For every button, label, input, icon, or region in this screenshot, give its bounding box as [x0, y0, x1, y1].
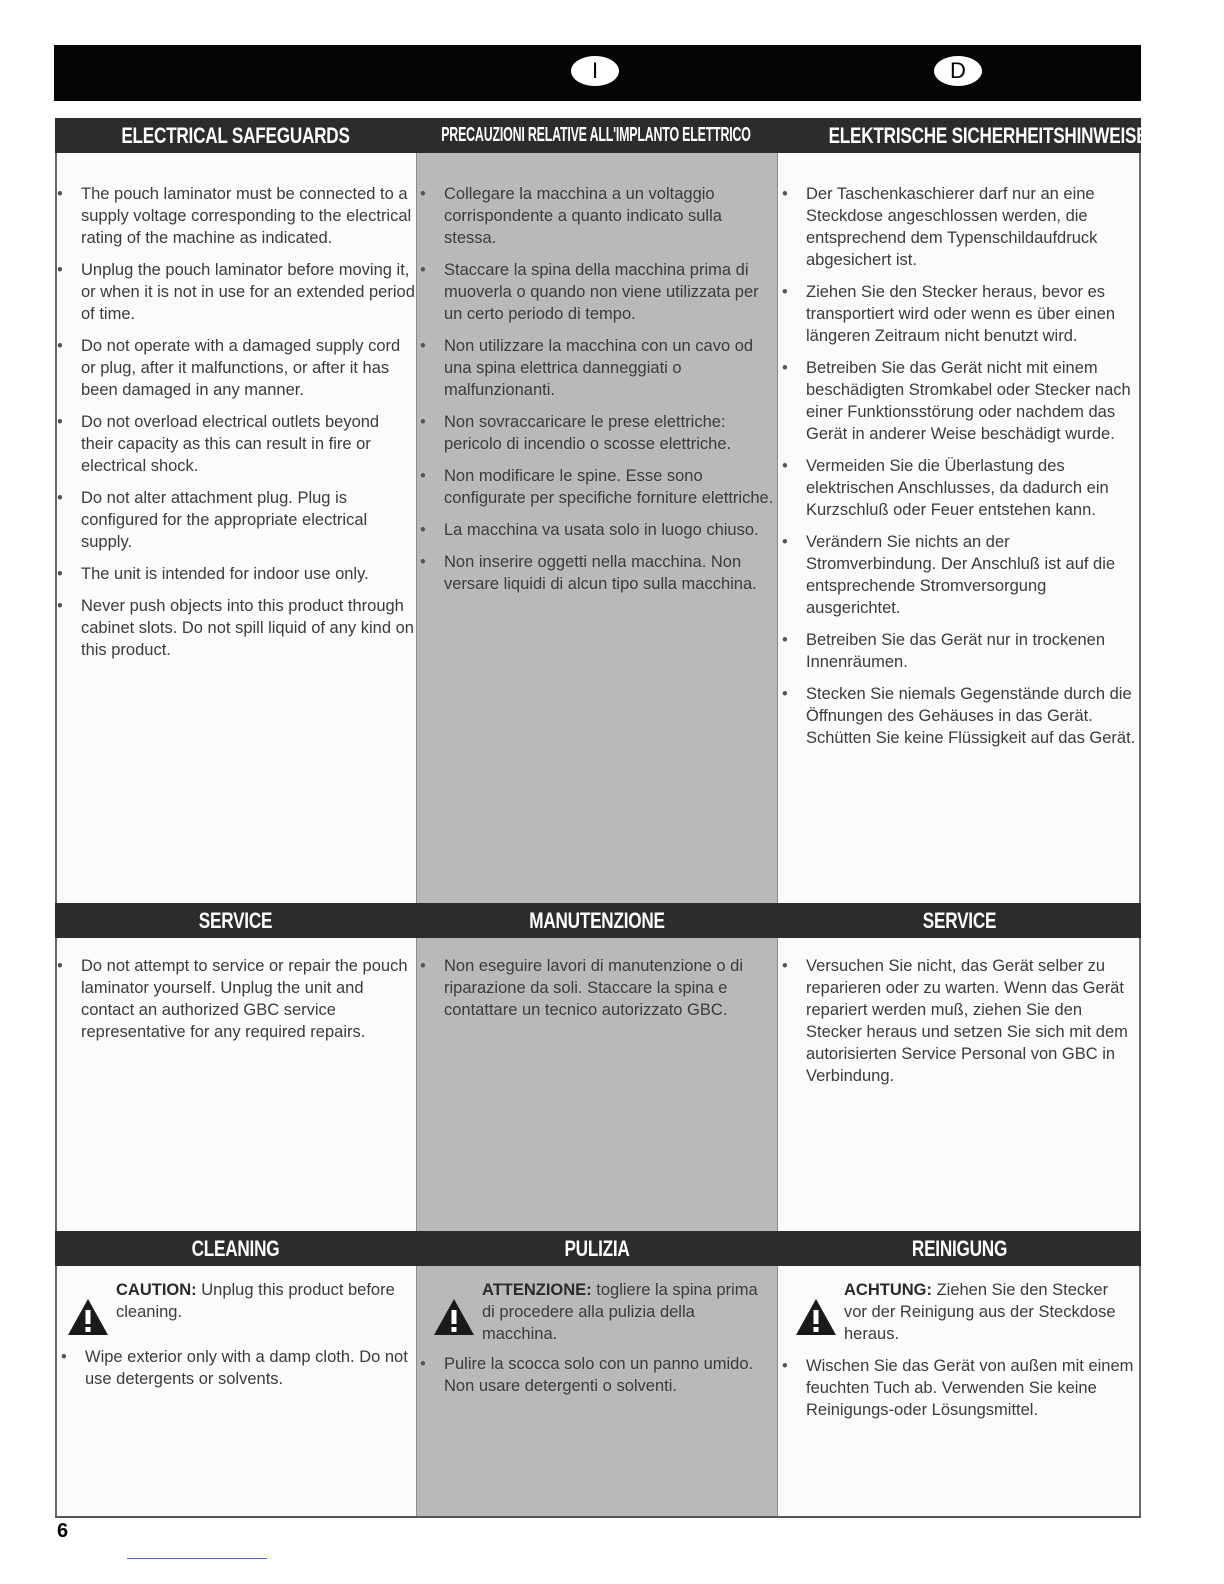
list-item: • Never push objects into this product through cabinet slots. Do not spill liquid of any kind on this product.: [55, 595, 415, 661]
warning-icon: [432, 1297, 476, 1337]
en-cleaning-title: CLEANING: [191, 1235, 280, 1261]
en-electrical-title: ELECTRICAL SAFEGUARDS: [121, 122, 350, 148]
list-item: • Do not attempt to service or repair the pouch laminator yourself. Unplug the unit and contact an authorized GBC service representative for any required repairs.: [55, 955, 413, 1043]
list-item: • Der Taschenkaschierer darf nur an eine Steckdose angeschlossen werden, die entsprechend dem Typenschildaufdruck abgesichert ist.: [780, 183, 1138, 271]
list-item: • Verändern Sie nichts an der Stromverbindung. Der Anschluß ist auf die entsprechende Stromversorgung ausgerichtet.: [780, 531, 1138, 619]
en-caution-label: CAUTION:: [116, 1281, 197, 1299]
list-item: • Non utilizzare la macchina con un cavo od una spina elettrica danneggiati o malfunzionanti.: [418, 335, 774, 401]
it-caution-label: ATTENZIONE:: [482, 1281, 592, 1299]
page-number: 6: [57, 1520, 69, 1542]
list-item: • Versuchen Sie nicht, das Gerät selber zu reparieren oder zu warten. Wenn das Gerät repariert werden muß, ziehen Sie den Stecker heraus und setzen Sie sich mit dem autorisierten Service Personal von GBC in Verbindung.: [780, 955, 1138, 1087]
list-item: • Do not alter attachment plug. Plug is configured for the appropriate electrical supply.: [55, 487, 415, 553]
list-item: • Betreiben Sie das Gerät nur in trockenen Innenräumen.: [780, 629, 1138, 673]
list-item: • Non modificare le spine. Esse sono configurate per specifiche forniture elettriche.: [418, 465, 774, 509]
en-cleaning-list: [59, 1346, 409, 1400]
list-item: • Do not operate with a damaged supply cord or plug, after it malfunctions, or after it has been damaged in any manner.: [55, 335, 415, 401]
language-badge-german: D: [934, 56, 982, 86]
cleaning-header: [55, 1231, 1141, 1266]
list-item: • Do not overload electrical outlets beyond their capacity as this can result in fire or electrical shock.: [55, 411, 415, 477]
list-item: • The unit is intended for indoor use only.: [55, 563, 415, 585]
it-caution-text: togliere la spina prima di procedere alla pulizia della macchina.: [482, 1281, 758, 1343]
en-service-list: [55, 955, 413, 1053]
language-header-bar: [54, 45, 1141, 101]
footer-rule: [127, 1558, 267, 1559]
list-item: • Betreiben Sie das Gerät nicht mit einem beschädigten Stromkabel oder Stecker nach einer Funktionsstörung oder nachdem das Gerät in anderer Weise beschädigt wurde.: [780, 357, 1138, 445]
it-electrical-list: [418, 183, 774, 605]
de-service-title: SERVICE: [922, 907, 997, 933]
de-cleaning-list: [780, 1355, 1138, 1431]
it-caution-note: [432, 1279, 768, 1345]
list-item: • Non sovraccaricare le prese elettriche: pericolo di incendio o scosse elettriche.: [418, 411, 774, 455]
de-electrical-title: ELEKTRISCHE SICHERHEITSHINWEISE: [828, 122, 1148, 148]
list-item: • Stecken Sie niemals Gegenstände durch die Öffnungen des Gehäuses in das Gerät. Schütten Sie keine Flüssigkeit auf das Gerät.: [780, 683, 1138, 749]
en-caution-note: [66, 1279, 406, 1337]
list-item: • Ziehen Sie den Stecker heraus, bevor es transportiert wird oder wenn es über einen längeren Zeitraum nicht benutzt wird.: [780, 281, 1138, 347]
en-service-title: SERVICE: [198, 907, 273, 933]
it-cleaning-title: PULIZIA: [564, 1235, 630, 1261]
en-electrical-list: [55, 183, 415, 671]
de-electrical-list: [780, 183, 1138, 759]
table-bottom-border: [55, 1516, 1141, 1518]
de-caution-text: Ziehen Sie den Stecker vor der Reinigung aus der Steckdose heraus.: [844, 1281, 1116, 1343]
de-cleaning-title: REINIGUNG: [911, 1235, 1008, 1261]
list-item: • Non eseguire lavori di manutenzione o di riparazione da soli. Staccare la spina e contattare un tecnico autorizzato GBC.: [418, 955, 774, 1021]
list-item: • La macchina va usata solo in luogo chiuso.: [418, 519, 774, 541]
it-electrical-title: PRECAUZIONI RELATIVE ALL'IMPLANTO ELETTRICO: [441, 124, 751, 146]
list-item: • Wischen Sie das Gerät von außen mit einem feuchten Tuch ab. Verwenden Sie keine Reinigungs-oder Lösungsmittel.: [780, 1355, 1138, 1421]
list-item: • Unplug the pouch laminator before moving it, or when it is not in use for an extended period of time.: [55, 259, 415, 325]
it-cleaning-list: [418, 1353, 758, 1407]
service-header: [55, 903, 1141, 938]
de-caution-note: [794, 1279, 1130, 1345]
warning-icon: [66, 1297, 110, 1337]
list-item: • Collegare la macchina a un voltaggio corrispondente a quanto indicato sulla stessa.: [418, 183, 774, 249]
list-item: • Staccare la spina della macchina prima di muoverla o quando non viene utilizzata per un certo periodo di tempo.: [418, 259, 774, 325]
language-badge-italian: I: [571, 56, 619, 86]
it-service-title: MANUTENZIONE: [529, 907, 665, 933]
list-item: • Non inserire oggetti nella macchina. Non versare liquidi di alcun tipo sulla macchina.: [418, 551, 774, 595]
en-caution-text: Unplug this product before cleaning.: [116, 1281, 395, 1321]
list-item: • Wipe exterior only with a damp cloth. Do not use detergents or solvents.: [59, 1346, 409, 1390]
it-service-list: [418, 955, 774, 1031]
warning-icon: [794, 1297, 838, 1337]
electrical-safeguards-header: [55, 118, 1148, 153]
list-item: • The pouch laminator must be connected to a supply voltage corresponding to the electrical rating of the machine as indicated.: [55, 183, 415, 249]
list-item: • Vermeiden Sie die Überlastung des elektrischen Anschlusses, da dadurch ein Kurzschluß oder Feuer entstehen kann.: [780, 455, 1138, 521]
list-item: • Pulire la scocca solo con un panno umido. Non usare detergenti o solventi.: [418, 1353, 758, 1397]
de-caution-label: ACHTUNG:: [844, 1281, 932, 1299]
de-service-list: [780, 955, 1138, 1097]
